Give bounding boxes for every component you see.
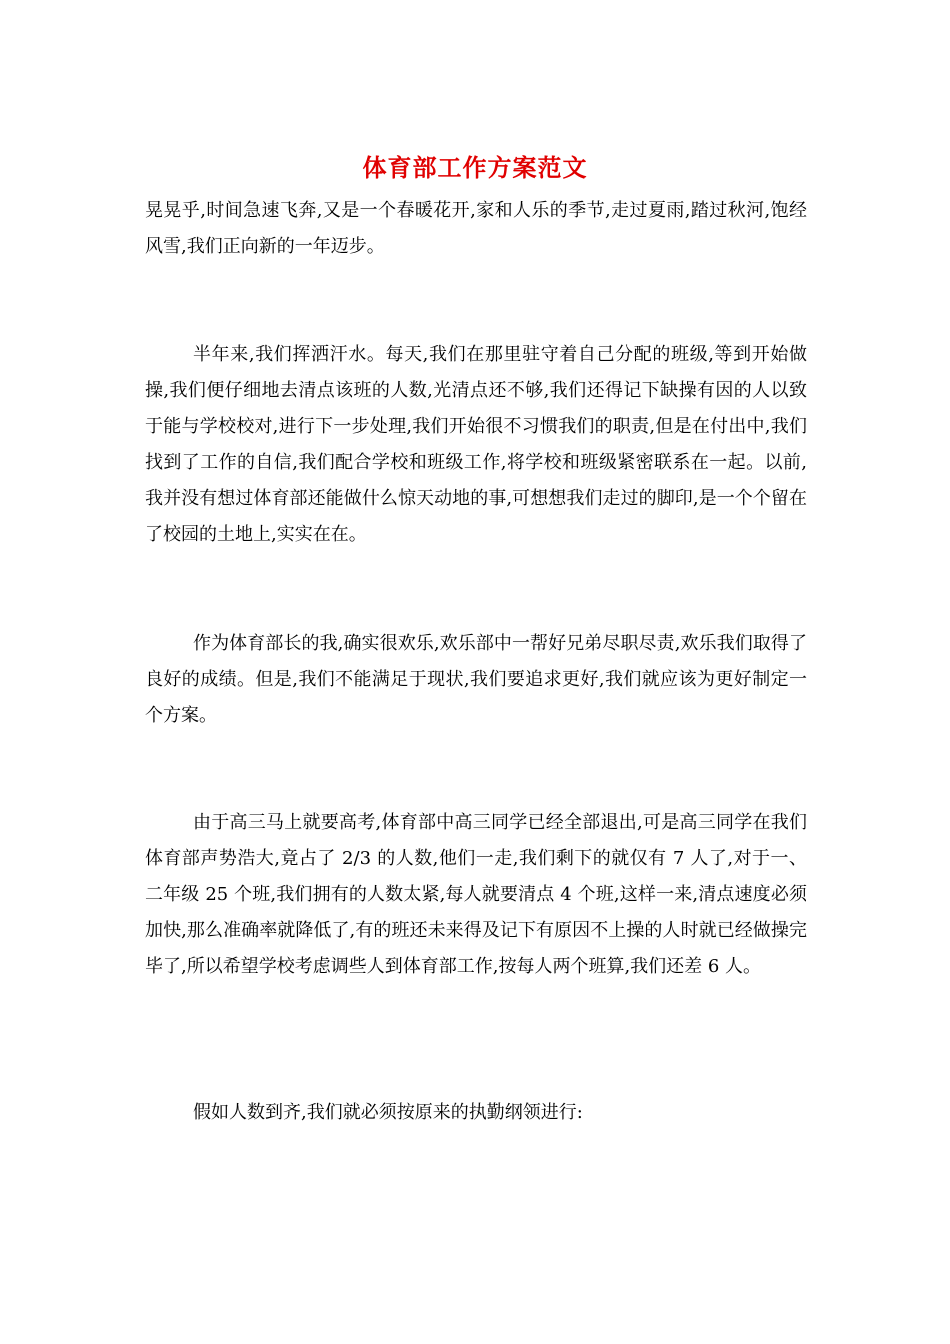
paragraph-staffing: 由于高三马上就要高考,体育部中高三同学已经全部退出,可是高三同学在我们体育部声势浩大,竟占了 2/3 的人数,他们一走,我们剩下的就仅有 7 人了,对于一、二年级 25 个班,我们拥有的人数太紧,每人就要清点 4 个班,这样一来,清点速度必须加快,那么准确率就降低了,有的班还未来得及记下有原因不上操的人时就已经做操完毕了,所以希望学校考虑调些人到体育部工作,按每人两个班算,我们还差 6 人。 (145, 812, 807, 977)
paragraph-half-year: 半年来,我们挥洒汗水。每天,我们在那里驻守着自己分配的班级,等到开始做操,我们便仔细地去清点该班的人数,光清点还不够,我们还得记下缺操有因的人以致于能与学校校对,进行下一步处理,我们开始很不习惯我们的职责,但是在付出中,我们找到了工作的自信,我们配合学校和班级工作,将学校和班级紧密联系在一起。以前,我并没有想过体育部还能做什么惊天动地的事,可想想我们走过的脚印,是一个个留在了校园的土地上,实实在在。 (145, 344, 807, 545)
document-title: 体育部工作方案范文 (362, 153, 588, 182)
paragraph-duty-plan: 假如人数到齐,我们就必须按原来的执勤纲领进行: (193, 1102, 583, 1123)
paragraph-minister: 作为体育部长的我,确实很欢乐,欢乐部中一帮好兄弟尽职尽责,欢乐我们取得了良好的成绩。但是,我们不能满足于现状,我们要追求更好,我们就应该为更好制定一个方案。 (145, 633, 807, 726)
paragraph-intro: 晃晃乎,时间急速飞奔,又是一个春暖花开,家和人乐的季节,走过夏雨,踏过秋河,饱经风雪,我们正向新的一年迈步。 (145, 200, 807, 257)
